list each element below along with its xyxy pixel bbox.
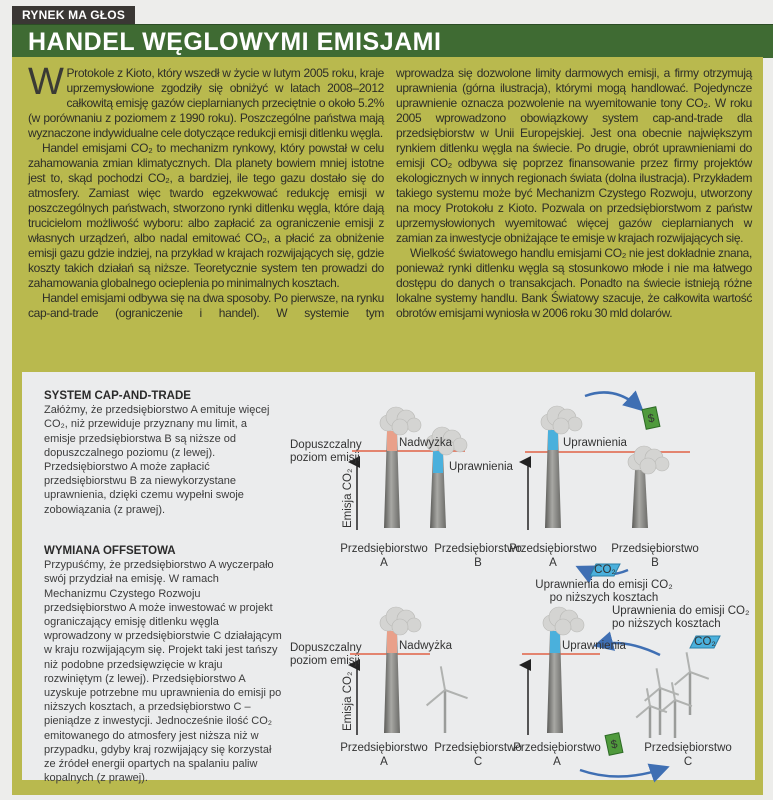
- allowance-label: Uprawnienia: [449, 461, 513, 473]
- smoke-icon: [392, 619, 408, 635]
- turbine-blade: [445, 690, 468, 698]
- turbine-blade: [441, 666, 445, 690]
- page-title: HANDEL WĘGLOWYMI EMISJAMI: [28, 28, 442, 56]
- dollar-sign: $: [646, 412, 656, 426]
- allowance-label-right: Uprawnienia: [563, 437, 627, 449]
- surplus-label: Nadwyżka: [399, 437, 453, 449]
- paragraph-3a: Handel emisjami odbywa się na dwa sposoby. Po pierwsze, na rynku cap-and-trade (ograniczenie i handel). W systemie tym: [28, 291, 384, 320]
- turbine-blade: [672, 682, 675, 700]
- company-c-letter: C: [473, 756, 483, 768]
- turbine-blade: [687, 652, 690, 672]
- ticket-label: CO₂: [594, 564, 616, 576]
- company-b-letter: B: [474, 557, 482, 569]
- dollar-bill-icon: [605, 733, 623, 755]
- turbine-blade: [636, 706, 650, 718]
- offset-text: Przypuśćmy, że przedsiębiorstwo A wyczerpało swój przydział na emisję. W ramach Mechanizmu Czystego Rozwoju przedsiębiorstwo A może inwestować w projekt ograniczający emisję ditlenku węgla wprowadzony w przedsiębiorstwie C działającym w kraju rozwijającym się. Projekt taki jest tańszy niż podobne przedsięwzięcie w kraju rozwiniętym (z lewej). Przedsiębiorstwo A uzyskuje potrzebne mu uprawnienia do emisji po niższych kosztach, a przedsiębiorstwo C – pieniądze z inwestycji. Jednocześnie ilość CO₂ emitowanego do atmosfery jest niższa niż w przypadku, gdyby kraj rozwijający się korzystał ze źródeł energii opartych na spalaniu paliw kopalnych (z prawej).: [44, 559, 282, 785]
- turbine-blade: [427, 690, 445, 705]
- chimney-icon: [632, 470, 648, 528]
- co2-ticket-icon: [690, 636, 720, 648]
- smoke-icon: [570, 618, 584, 632]
- axis-label-bottom: Emisja CO₂: [342, 671, 354, 731]
- company-b-letter-right: B: [651, 557, 659, 569]
- company-a-label-bottom-right: Przedsiębiorstwo: [513, 742, 601, 754]
- smoke-icon: [407, 418, 421, 432]
- company-a-letter-bottom: A: [380, 756, 388, 768]
- cap-trade-text: Załóżmy, że przedsiębiorstwo A emituje więcej CO₂, niż przewiduje przyznany mu limit, a emisje przedsiębiorstwa B są niższe od dopuszczalnego poziomu (z lewej). Przedsiębiorstwo A może zapłacić przedsiębiorstwu B za niewykorzystane uprawnienia, dzięki czemu wypełni swoje zobowiązania (z prawej).: [44, 404, 270, 516]
- smoke-icon: [407, 618, 421, 632]
- paragraph-3b: wprowadza się dozwolone limity darmowych emisji, a firmy otrzymują uprawnienia (górna ilustracja), którymi mogą handlować. Pojedyncze uprawnienie oznacza pozwolenie na wyemitowanie tony CO₂. W roku 2005 wprowadzono obowiązkowy system cap-and-trade dla przedsiębiorstw w Unii Europejskiej. Jest ona obecnie największym rynkiem ditlenku węgla na świecie. Po drugie, obrót uprawnieniami do emisji CO₂ odbywa się poprzez finansowanie przez firmy projektów ekologicznych w innych regionach świata (dolna ilustracja). Przykładem takiego systemu może być Mechanizm Czystego Rozwoju, utworzony na mocy Protokołu z Kioto. Pozwala on przedsiębiorstwom z państw uprzemysłowionych wyemitować więcej gazów cieplarnianych w zamian za inwestycje obniżające te emisje w krajach rozwijających się.: [396, 66, 752, 245]
- turbine-blade: [675, 672, 690, 685]
- offset-heading: WYMIANA OFFSETOWA: [44, 545, 176, 557]
- smoke-icon: [555, 619, 571, 635]
- smoke-icon: [640, 458, 656, 474]
- smoke-icon: [392, 419, 408, 435]
- turbine-blade: [661, 700, 675, 712]
- emission-band: [548, 430, 558, 450]
- cheap-allowances-label-bottom-2: po niższych kosztach: [612, 618, 721, 630]
- dollar-sign: $: [609, 738, 619, 752]
- company-a-label-right: Przedsiębiorstwo: [509, 543, 597, 555]
- flow-arrow: [580, 768, 665, 777]
- emission-band: [550, 631, 560, 653]
- cheap-allowances-label-bottom: Uprawnienia do emisji CO₂: [612, 605, 750, 617]
- cheap-allowances-label: Uprawnienia do emisji CO₂: [535, 579, 673, 591]
- drop-cap: W: [28, 61, 64, 103]
- emission-band: [387, 631, 397, 653]
- company-a-label-bottom: Przedsiębiorstwo: [340, 742, 428, 754]
- company-a-letter-bottom-right: A: [553, 756, 561, 768]
- turbine-blade: [660, 688, 679, 695]
- turbine-blade: [690, 672, 709, 679]
- co2-ticket-icon: [590, 564, 620, 576]
- paragraph-1-text: Protokole z Kioto, który wszedł w życie w lutym 2005 roku, kraje uprzemysłowione zgodziły się obniżyć w latach 2008–2012 całkowitą emisję gazów cieplarnianych przeciętnie o około 5.2% (w porównaniu z poziomem z 1990 roku). Poszczególne państwa mają wyznaczone indywidualne cele dotyczące redukcji emisji ditlenku węgla.: [28, 66, 384, 140]
- allowance-label-bottom-right: Uprawnienia: [562, 640, 626, 652]
- company-c-letter-right: C: [683, 756, 693, 768]
- company-c-label-right: Przedsiębiorstwo: [644, 742, 732, 754]
- turbine-blade: [657, 668, 660, 688]
- emission-band: [387, 431, 397, 451]
- axis-label: Emisja CO₂: [342, 468, 354, 528]
- paragraph-2: Handel emisjami CO₂ to mechanizm rynkowy, który powstał w celu zahamowania zmian klimatycznych. Dla planety bowiem mniej istotne jest to, skąd pochodzi CO₂, a bardziej, ile tego gazu dostało się do atmosfery. Zamiast więc twardo egzekwować redukcję emisji w poszczególnych państwach, stworzono rynki ditlenku węgla, które dają trucicielom możliwość wyboru: albo zapłacić za ograniczenie emisji z własnych urządzeń, albo nadal emitować CO₂, a płacić za obniżenie emisji gazu gdzie indziej, na przykład w krajach rozwijających się, gdzie koszty takich działań są niższe. Teoretycznie system ten prowadzi do zahamowania globalnego ocieplenia po minimalnych kosztach.: [28, 141, 384, 290]
- limit-label: Dopuszczalny: [290, 439, 362, 451]
- company-b-label-right: Przedsiębiorstwo: [611, 543, 699, 555]
- smoke-icon: [553, 418, 569, 434]
- company-b-label: Przedsiębiorstwo: [434, 543, 522, 555]
- smoke-icon: [453, 438, 467, 452]
- smoke-icon: [655, 457, 669, 471]
- limit-label-bottom: Dopuszczalny: [290, 642, 362, 654]
- cap-trade-heading: SYSTEM CAP-AND-TRADE: [44, 390, 191, 402]
- ticket-label: CO₂: [694, 636, 716, 648]
- smoke-icon: [568, 417, 582, 431]
- surplus-label-bottom: Nadwyżka: [399, 640, 453, 652]
- company-a-letter: A: [380, 557, 388, 569]
- company-a-label: Przedsiębiorstwo: [340, 543, 428, 555]
- company-c-label: Przedsiębiorstwo: [434, 742, 522, 754]
- flow-arrow: [585, 392, 640, 408]
- section-tag: RYNEK MA GŁOS: [12, 6, 135, 24]
- company-a-letter-right: A: [549, 557, 557, 569]
- cheap-allowances-label-2: po niższych kosztach: [549, 592, 659, 604]
- dollar-bill-icon: [642, 407, 660, 429]
- paragraph-4: Wielkość światowego handlu emisjami CO₂ nie jest dokładnie znana, ponieważ rynki ditlenku węgla są stosunkowo młode i nie ma łatwego dostępu do danych o transakcjach. Ponadto na świecie istnieją różne lokalne systemy handlu. Bank Światowy szacuje, że całkowita wartość obrotów emisjami wyniosła w 2006 roku 30 mld dolarów.: [396, 246, 752, 320]
- limit-label-2: poziom emisji: [290, 452, 360, 464]
- emission-band: [433, 451, 443, 473]
- limit-label-bottom-2: poziom emisji: [290, 655, 360, 667]
